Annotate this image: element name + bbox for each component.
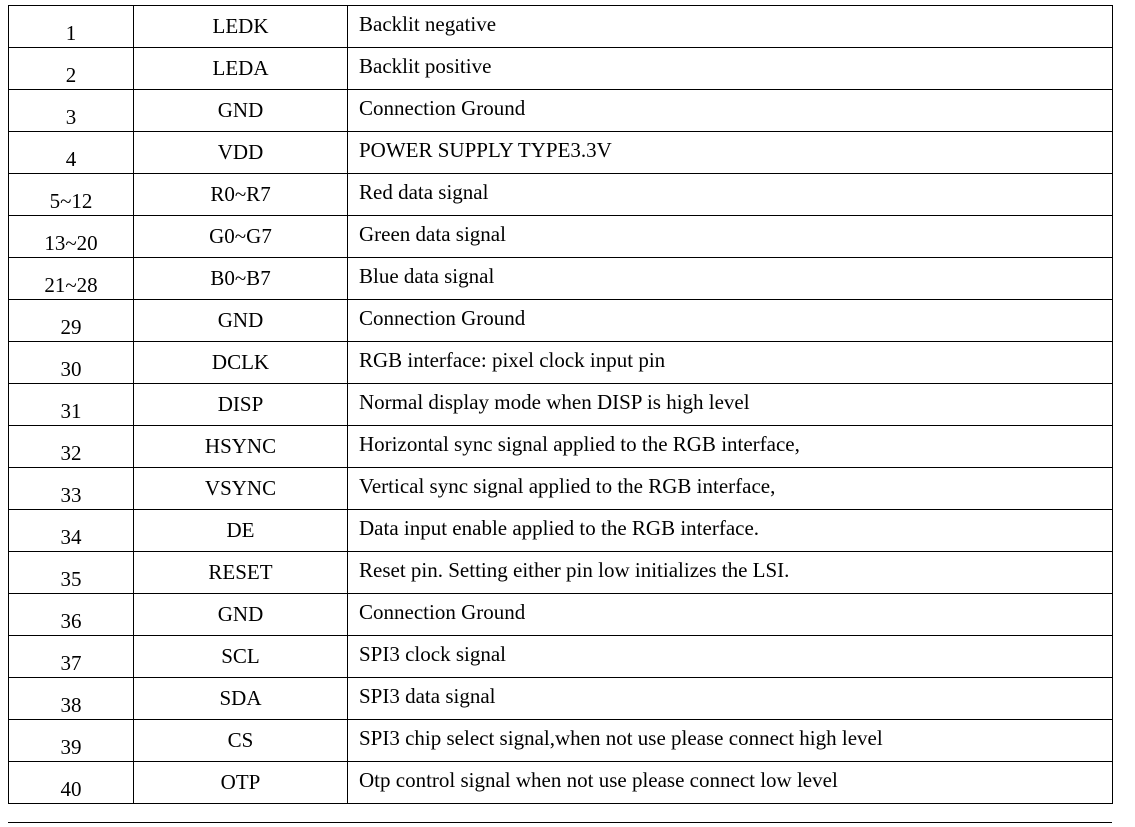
pin-number-cell: 38: [9, 678, 134, 720]
pin-symbol-cell: SDA: [134, 678, 348, 720]
pin-symbol-cell: G0~G7: [134, 216, 348, 258]
pin-symbol-cell: LEDA: [134, 48, 348, 90]
pin-number-cell: 33: [9, 468, 134, 510]
table-row: [9, 132, 1113, 174]
table-row: [9, 300, 1113, 342]
table-row: [9, 762, 1113, 804]
pin-description-cell: Data input enable applied to the RGB interface.: [348, 510, 1113, 552]
pin-symbol-cell: HSYNC: [134, 426, 348, 468]
table-bottom-rule: [8, 822, 1112, 823]
pin-number-cell: 2: [9, 48, 134, 90]
pin-description-cell: Vertical sync signal applied to the RGB interface,: [348, 468, 1113, 510]
table-row: [9, 510, 1113, 552]
pin-number-cell: 36: [9, 594, 134, 636]
pin-number-cell: 5~12: [9, 174, 134, 216]
pin-number-cell: 1: [9, 6, 134, 48]
pin-number-cell: 31: [9, 384, 134, 426]
table-row: [9, 342, 1113, 384]
pin-description-cell: Horizontal sync signal applied to the RGB interface,: [348, 426, 1113, 468]
table-row: [9, 6, 1113, 48]
pin-description-cell: Green data signal: [348, 216, 1113, 258]
table-row: [9, 636, 1113, 678]
pin-number-cell: 21~28: [9, 258, 134, 300]
pin-symbol-cell: DCLK: [134, 342, 348, 384]
pin-description-cell: Otp control signal when not use please connect low level: [348, 762, 1113, 804]
pin-number-cell: 35: [9, 552, 134, 594]
pin-symbol-cell: OTP: [134, 762, 348, 804]
pin-description-cell: POWER SUPPLY TYPE3.3V: [348, 132, 1113, 174]
pin-symbol-cell: GND: [134, 594, 348, 636]
pin-description-cell: Connection Ground: [348, 300, 1113, 342]
pin-number-cell: 3: [9, 90, 134, 132]
pin-description-cell: SPI3 data signal: [348, 678, 1113, 720]
table-row: [9, 48, 1113, 90]
pin-symbol-cell: CS: [134, 720, 348, 762]
pin-number-cell: 32: [9, 426, 134, 468]
pin-symbol-cell: DISP: [134, 384, 348, 426]
table-row: [9, 384, 1113, 426]
pin-number-cell: 30: [9, 342, 134, 384]
table-row: [9, 258, 1113, 300]
pin-symbol-cell: B0~B7: [134, 258, 348, 300]
table-row: [9, 174, 1113, 216]
pin-symbol-cell: VSYNC: [134, 468, 348, 510]
pin-description-cell: SPI3 chip select signal,when not use please connect high level: [348, 720, 1113, 762]
pin-description-cell: Connection Ground: [348, 594, 1113, 636]
pin-description-cell: Connection Ground: [348, 90, 1113, 132]
table-row: [9, 678, 1113, 720]
pin-description-cell: Backlit positive: [348, 48, 1113, 90]
pin-description-cell: Red data signal: [348, 174, 1113, 216]
table-row: [9, 426, 1113, 468]
pin-description-cell: RGB interface: pixel clock input pin: [348, 342, 1113, 384]
pin-description-cell: Normal display mode when DISP is high level: [348, 384, 1113, 426]
table-row: [9, 90, 1113, 132]
pin-number-cell: 34: [9, 510, 134, 552]
pin-symbol-cell: RESET: [134, 552, 348, 594]
pin-description-cell: Backlit negative: [348, 6, 1113, 48]
pin-number-cell: 40: [9, 762, 134, 804]
table-row: [9, 216, 1113, 258]
pin-table-body: [9, 6, 1113, 804]
pin-number-cell: 13~20: [9, 216, 134, 258]
table-row: [9, 720, 1113, 762]
pin-symbol-cell: VDD: [134, 132, 348, 174]
pin-symbol-cell: GND: [134, 300, 348, 342]
pin-description-cell: SPI3 clock signal: [348, 636, 1113, 678]
pin-symbol-cell: GND: [134, 90, 348, 132]
pin-symbol-cell: LEDK: [134, 6, 348, 48]
pin-number-cell: 4: [9, 132, 134, 174]
table-row: [9, 594, 1113, 636]
pin-number-cell: 29: [9, 300, 134, 342]
pin-symbol-cell: SCL: [134, 636, 348, 678]
table-row: [9, 468, 1113, 510]
pin-number-cell: 39: [9, 720, 134, 762]
pin-symbol-cell: R0~R7: [134, 174, 348, 216]
pin-number-cell: 37: [9, 636, 134, 678]
pin-description-cell: Reset pin. Setting either pin low initializes the LSI.: [348, 552, 1113, 594]
pin-symbol-cell: DE: [134, 510, 348, 552]
pin-description-cell: Blue data signal: [348, 258, 1113, 300]
pin-definition-table: [8, 5, 1113, 804]
table-row: [9, 552, 1113, 594]
